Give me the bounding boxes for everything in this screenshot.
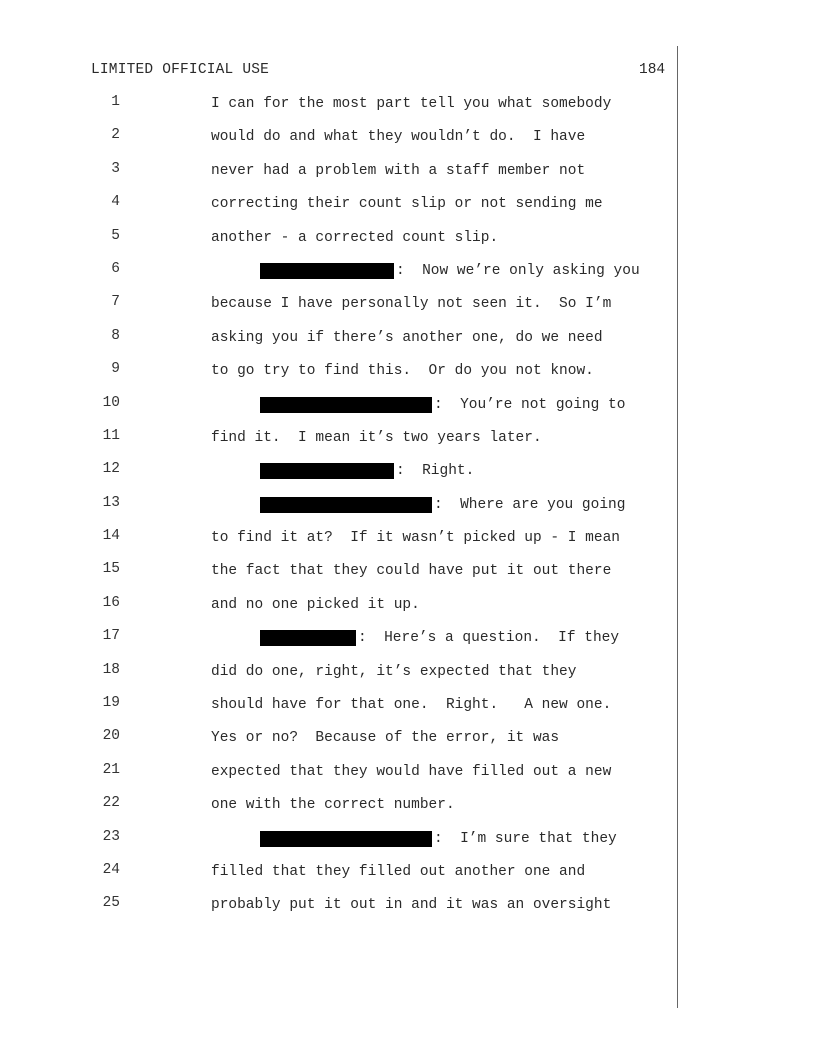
line-text — [211, 662, 576, 682]
line-content: the fact that they could have put it out there — [211, 563, 612, 580]
line-content: correcting their count slip or not sending me — [211, 196, 603, 213]
line-number: 13 — [102, 494, 120, 511]
line-content: would do and what they wouldn’t do. I have — [211, 129, 586, 146]
line-content: : Here’s a question. If they — [358, 630, 620, 647]
transcript-line — [0, 395, 680, 428]
line-text — [258, 395, 625, 415]
redaction-block — [260, 630, 356, 646]
line-content: one with the correct number. — [211, 797, 455, 814]
transcript-line — [0, 695, 680, 728]
line-content: another - a corrected count slip. — [211, 229, 499, 246]
line-number: 19 — [102, 695, 120, 712]
line-number: 9 — [111, 361, 120, 378]
redaction-block — [260, 831, 432, 847]
line-number: 15 — [102, 561, 120, 578]
transcript-line — [0, 94, 680, 127]
line-text — [211, 595, 420, 615]
transcript-line — [0, 628, 680, 661]
line-text — [211, 561, 611, 581]
page-number: 184 — [639, 62, 666, 78]
line-text — [211, 328, 603, 348]
line-text — [211, 361, 594, 381]
line-content: should have for that one. Right. A new one. — [211, 697, 612, 714]
line-number: 12 — [102, 461, 120, 478]
line-content: : You’re not going to — [434, 396, 626, 413]
transcript-line — [0, 728, 680, 761]
line-text — [211, 795, 455, 815]
line-content: never had a problem with a staff member not — [211, 162, 586, 179]
redaction-block — [260, 497, 432, 513]
line-content: find it. I mean it’s two years later. — [211, 429, 542, 446]
line-text — [211, 428, 542, 448]
redaction-block — [260, 397, 432, 413]
line-content: because I have personally not seen it. So I’m — [211, 296, 612, 313]
transcript-line — [0, 194, 680, 227]
line-text — [258, 261, 640, 281]
line-number: 11 — [102, 427, 120, 444]
transcript-lines — [0, 94, 680, 929]
transcript-line — [0, 294, 680, 327]
line-text — [211, 895, 611, 915]
line-text — [211, 695, 611, 715]
transcript-line — [0, 328, 680, 361]
line-content: : Now we’re only asking you — [396, 262, 640, 279]
line-number: 7 — [111, 294, 120, 311]
line-number: 2 — [111, 127, 120, 144]
line-content: expected that they would have filled out a new — [211, 763, 612, 780]
line-number: 21 — [102, 761, 120, 778]
line-number: 20 — [102, 728, 120, 745]
line-content: probably put it out in and it was an oversight — [211, 897, 612, 914]
line-content: to go try to find this. Or do you not know. — [211, 363, 594, 380]
line-number: 8 — [111, 327, 120, 344]
line-number: 5 — [111, 227, 120, 244]
line-content: and no one picked it up. — [211, 596, 420, 613]
line-content: : I’m sure that they — [434, 830, 617, 847]
line-text — [211, 194, 603, 214]
line-content: : Right. — [396, 463, 475, 480]
line-text — [211, 127, 585, 147]
line-content: to find it at? If it wasn’t picked up - I mean — [211, 530, 620, 547]
line-text — [258, 628, 619, 648]
transcript-line — [0, 461, 680, 494]
line-text — [211, 728, 559, 748]
redaction-block — [260, 263, 394, 279]
transcript-line — [0, 161, 680, 194]
line-content: asking you if there’s another one, do we need — [211, 329, 603, 346]
transcript-line — [0, 595, 680, 628]
transcript-line — [0, 662, 680, 695]
line-number: 3 — [111, 160, 120, 177]
line-number: 6 — [111, 260, 120, 277]
transcript-line — [0, 795, 680, 828]
line-number: 24 — [102, 861, 120, 878]
line-number: 22 — [102, 795, 120, 812]
line-content: I can for the most part tell you what somebody — [211, 96, 612, 112]
transcript-line — [0, 361, 680, 394]
line-text — [258, 495, 625, 515]
line-text — [211, 94, 611, 114]
transcript-line — [0, 862, 680, 895]
line-text — [211, 228, 498, 248]
line-number: 4 — [111, 194, 120, 211]
line-number: 25 — [102, 895, 120, 912]
line-content: : Where are you going — [434, 496, 626, 513]
line-number: 23 — [102, 828, 120, 845]
line-text — [211, 161, 585, 181]
redaction-block — [260, 463, 394, 479]
line-text — [211, 762, 611, 782]
line-number: 1 — [111, 94, 120, 110]
transcript-line — [0, 762, 680, 795]
transcript-line — [0, 528, 680, 561]
transcript-line — [0, 561, 680, 594]
line-number: 17 — [102, 628, 120, 645]
line-content: Yes or no? Because of the error, it was — [211, 730, 560, 747]
line-number: 16 — [102, 594, 120, 611]
transcript-line — [0, 428, 680, 461]
transcript-line — [0, 895, 680, 928]
transcript-line — [0, 127, 680, 160]
transcript-line — [0, 829, 680, 862]
transcript-line — [0, 261, 680, 294]
line-text — [211, 862, 585, 882]
line-number: 10 — [102, 394, 120, 411]
line-content: did do one, right, it’s expected that they — [211, 663, 577, 680]
line-text — [258, 461, 474, 481]
line-text — [211, 294, 611, 314]
line-text — [211, 528, 620, 548]
line-text — [258, 829, 617, 849]
transcript-line — [0, 228, 680, 261]
transcript-line — [0, 495, 680, 528]
line-number: 14 — [102, 528, 120, 545]
line-content: filled that they filled out another one and — [211, 863, 586, 880]
classification-header: LIMITED OFFICIAL USE — [91, 62, 270, 78]
line-number: 18 — [102, 661, 120, 678]
